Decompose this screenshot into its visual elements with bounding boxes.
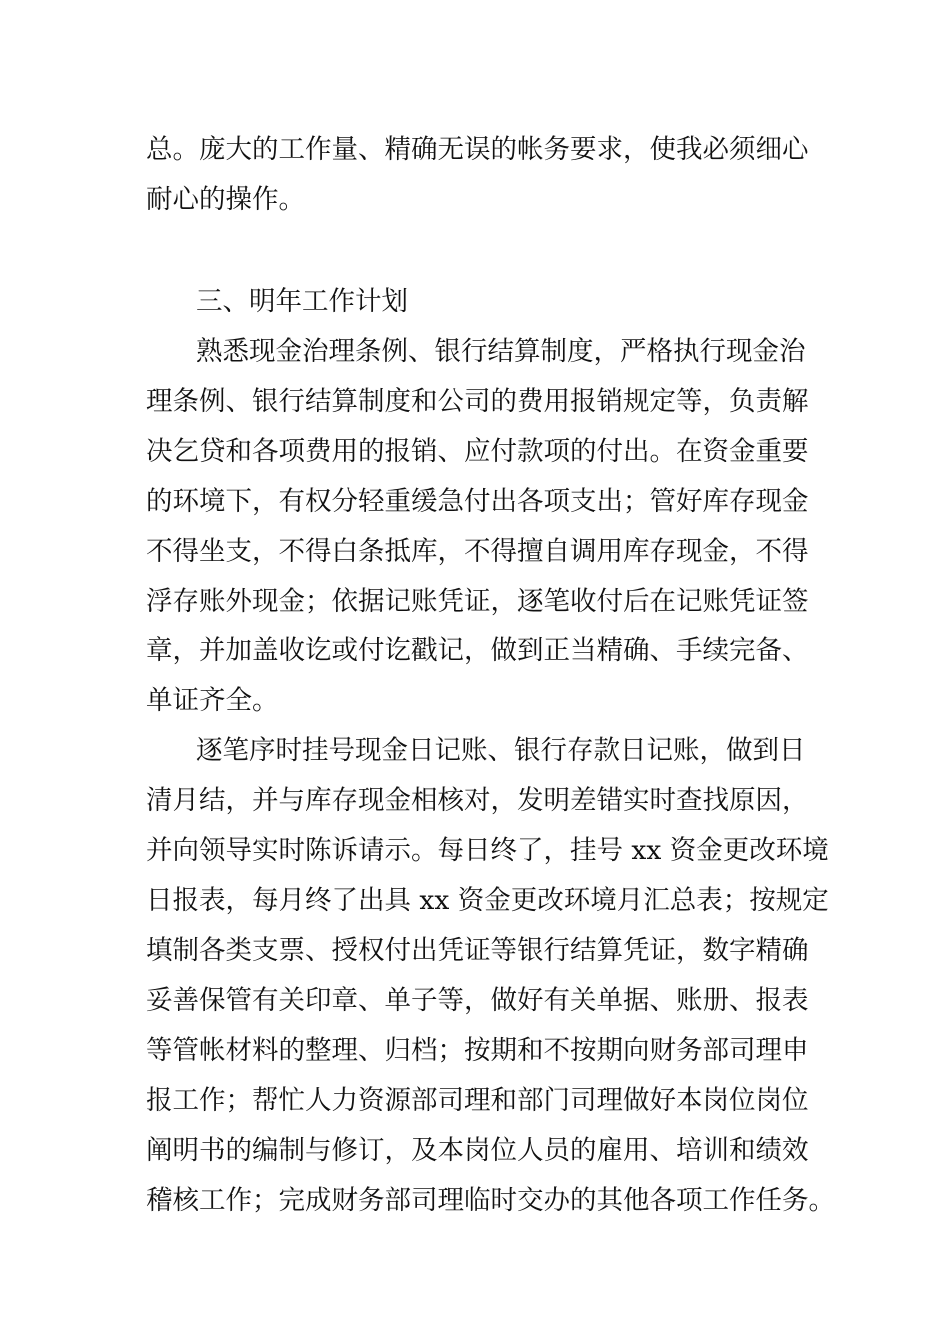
paragraph-2-line: 填制各类支票、授权付出凭证等银行结算凭证，数字精确 bbox=[146, 935, 809, 966]
paragraph-2-line: 逐笔序时挂号现金日记账、银行存款日记账，做到日 bbox=[196, 735, 806, 766]
paragraph-1-line: 浮存账外现金；依据记账凭证，逐笔收付后在记账凭证签 bbox=[146, 586, 809, 617]
paragraph-1-line: 不得坐支，不得白条抵库，不得擅自调用库存现金，不得 bbox=[146, 536, 809, 567]
paragraph-top-line: 耐心的操作。 bbox=[146, 184, 305, 215]
paragraph-1-line: 理条例、银行结算制度和公司的费用报销规定等，负责解 bbox=[146, 386, 809, 417]
paragraph-1-line: 章，并加盖收讫或付讫戳记，做到正当精确、手续完备、 bbox=[146, 635, 809, 666]
paragraph-2-line: 日报表，每月终了出具 xx 资金更改环境月汇总表；按规定 bbox=[146, 885, 829, 916]
section-heading: 三、明年工作计划 bbox=[196, 286, 408, 317]
paragraph-2-line: 报工作；帮忙人力资源部司理和部门司理做好本岗位岗位 bbox=[146, 1085, 809, 1116]
paragraph-1-line: 的环境下，有权分轻重缓急付出各项支出；管好库存现金 bbox=[146, 486, 809, 517]
paragraph-top-line: 总。庞大的工作量、精确无误的帐务要求，使我必须细心 bbox=[146, 134, 809, 165]
paragraph-2-line: 并向领导实时陈诉请示。每日终了，挂号 xx 资金更改环境 bbox=[146, 835, 829, 866]
paragraph-2-line: 阐明书的编制与修订，及本岗位人员的雇用、培训和绩效 bbox=[146, 1135, 809, 1166]
paragraph-1-line: 决乞贷和各项费用的报销、应付款项的付出。在资金重要 bbox=[146, 436, 809, 467]
paragraph-1-line: 熟悉现金治理条例、银行结算制度，严格执行现金治 bbox=[196, 336, 806, 367]
paragraph-2-line: 等管帐材料的整理、归档；按期和不按期向财务部司理申 bbox=[146, 1035, 809, 1066]
paragraph-2-line: 清月结，并与库存现金相核对，发明差错实时查找原因， bbox=[146, 785, 809, 816]
paragraph-2-line: 稽核工作；完成财务部司理临时交办的其他各项工作任务。 bbox=[146, 1185, 835, 1216]
paragraph-1-line: 单证齐全。 bbox=[146, 685, 279, 716]
paragraph-2-line: 妥善保管有关印章、单子等，做好有关单据、账册、报表 bbox=[146, 985, 809, 1016]
